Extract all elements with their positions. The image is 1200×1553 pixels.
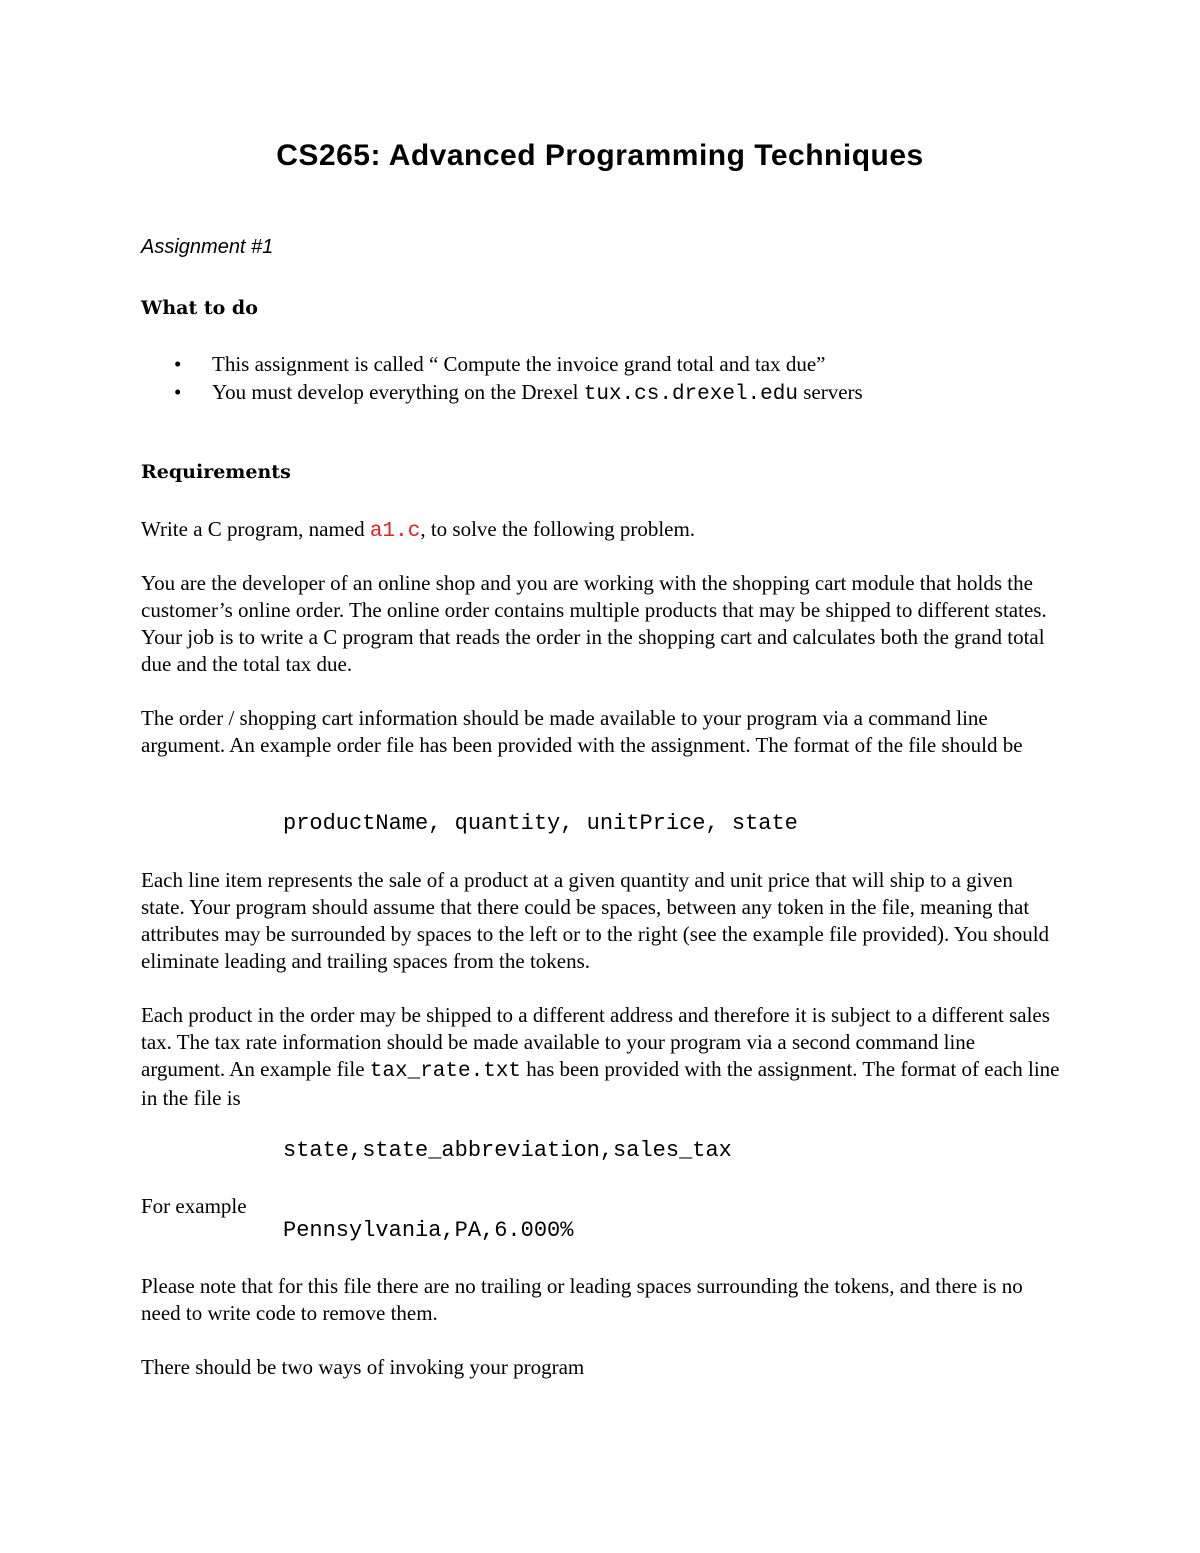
- paragraph-invocation: There should be two ways of invoking your program: [141, 1355, 585, 1379]
- bullet-icon: •: [174, 380, 182, 404]
- tax-format-code: state,state_abbreviation,sales_tax: [283, 1138, 732, 1163]
- what-to-do-list: [141, 350, 1101, 409]
- paragraph-problem: You are the developer of an online shop and you are working with the shopping cart module that holds the customer’s online order. The online order contains multiple products that may be shipped to different states. Your job is to write a C program that reads the order in the shopping cart and calculates both the grand total due and the total tax due.: [141, 571, 1047, 676]
- server-hostname: tux.cs.drexel.edu: [583, 383, 798, 406]
- requirements-heading: Requirements: [141, 461, 291, 483]
- page-title: CS265: Advanced Programming Techniques: [276, 139, 924, 172]
- example-label: For example: [141, 1194, 247, 1218]
- order-format-code: productName, quantity, unitPrice, state: [283, 811, 798, 836]
- paragraph-order-input: The order / shopping cart information should be made available to your program via a command line argument. An example order file has been provided with the assignment. The format of the file should be: [141, 706, 1023, 757]
- paragraph-line-items: Each line item represents the sale of a product at a given quantity and unit price that will ship to a given state. Your program should assume that there could be spaces, between any token in the file, meaning that attributes may be surrounded by spaces to the left or to the right (see the example file provided). You should eliminate leading and trailing spaces from the tokens.: [141, 868, 1050, 973]
- paragraph-no-spaces: Please note that for this file there are no trailing or leading spaces surrounding the tokens, and there is no need to write code to remove them.: [141, 1274, 1023, 1325]
- tax-rate-filename: tax_rate.txt: [369, 1060, 522, 1083]
- paragraph-program-name: Write a C program, named a1.c, to solve the following problem.: [141, 517, 696, 543]
- program-filename: a1.c: [369, 520, 421, 543]
- assignment-label: Assignment #1: [141, 236, 274, 258]
- list-item: • This assignment is called “ Compute the invoice grand total and tax due”: [174, 352, 826, 376]
- list-item: • You must develop everything on the Drexel tux.cs.drexel.edu servers: [174, 380, 863, 406]
- paragraph-tax-rate: Each product in the order may be shipped to a different address and therefore it is subject to a different sales tax. The tax rate information should be made available to your program via a second command line argument. An example file tax_rate.txt has been provided with the assignment. The format of each line in the file is: [141, 1003, 1060, 1110]
- what-to-do-heading: What to do: [141, 297, 258, 319]
- tax-example-code: Pennsylvania,PA,6.000%: [283, 1218, 574, 1243]
- bullet-icon: •: [174, 352, 182, 376]
